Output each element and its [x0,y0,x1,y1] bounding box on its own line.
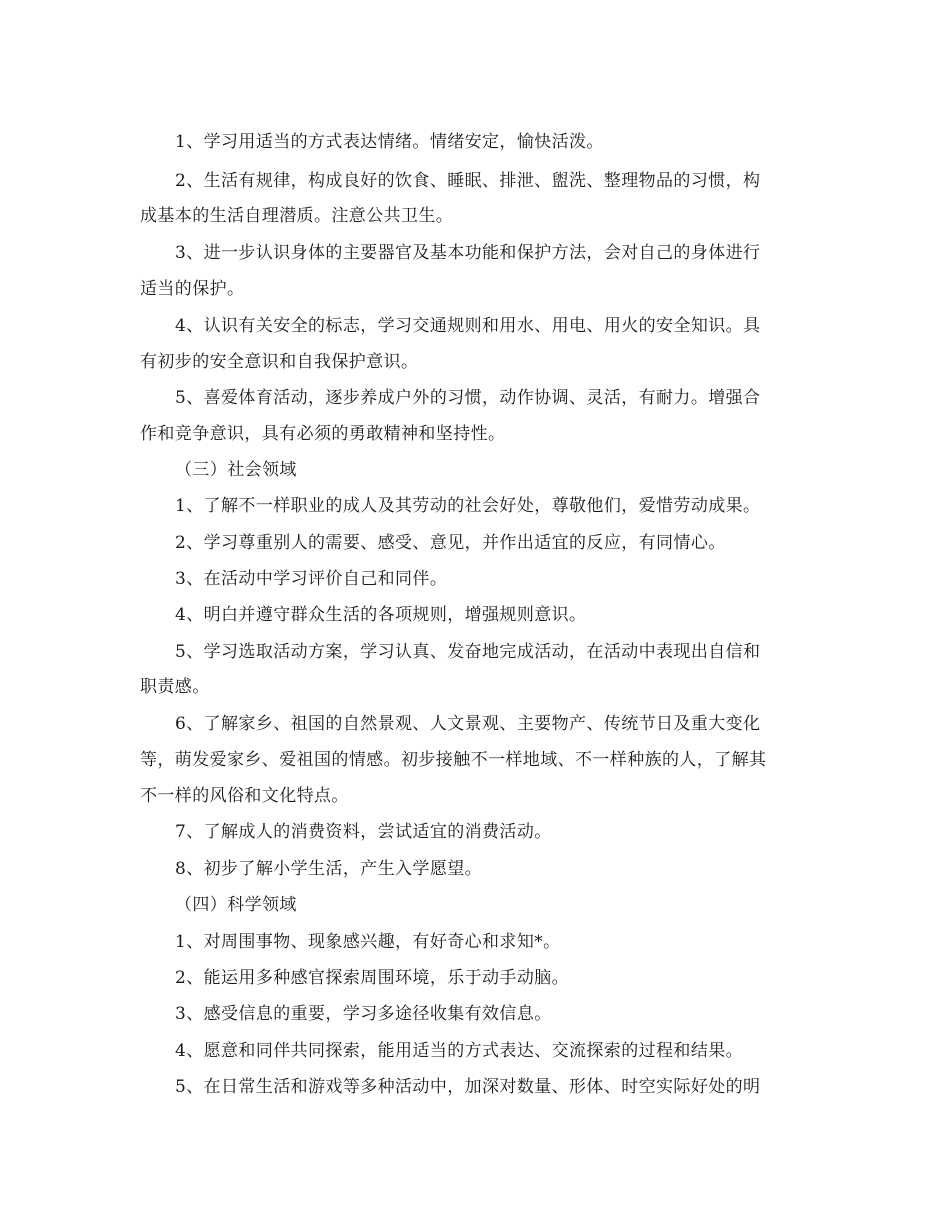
text-line: 3、进一步认识身体的主要器官及基本功能和保护方法，会对自己的身体进行 [175,243,761,263]
text-line: 5、在日常生活和游戏等多种活动中，加深对数量、形体、时空实际好处的明 [175,1077,761,1097]
text-line: 3、在活动中学习评价自己和同伴。 [175,569,448,589]
text-line: 3、感受信息的重要，学习多途径收集有效信息。 [175,1004,552,1024]
text-line: 2、学习尊重别人的需要、感受、意见，并作出适宜的反应，有同情心。 [175,533,726,553]
text-line: 不一样的风俗和文化特点。 [140,786,349,806]
text-line: 2、生活有规律，构成良好的饮食、睡眠、排泄、盥洗、整理物品的习惯，构 [175,171,761,191]
text-line: 1、对周围事物、现象感兴趣，有好奇心和求知*。 [175,932,561,952]
text-line: 职责感。 [140,677,210,697]
text-line: 成基本的生活自理潜质。注意公共卫生。 [140,206,454,226]
text-line: 8、初步了解小学生活，产生入学愿望。 [175,859,483,879]
section-heading: （三）社会领域 [175,460,297,480]
text-line: 6、了解家乡、祖国的自然景观、人文景观、主要物产、传统节日及重大变化 [175,714,761,734]
text-line: 等，萌发爱家乡、爱祖国的情感。初步接触不一样地域、不一样种族的人，了解其 [140,750,767,770]
text-line: 5、喜爱体育活动，逐步养成户外的习惯，动作协调、灵活，有耐力。增强合 [175,388,761,408]
text-line: 5、学习选取活动方案，学习认真、发奋地完成活动，在活动中表现出自信和 [175,642,761,662]
text-line: 适当的保护。 [140,279,245,299]
section-heading: （四）科学领域 [175,895,297,915]
text-line: 4、明白并遵守群众生活的各项规则，增强规则意识。 [175,605,587,625]
text-line: 2、能运用多种感官探索周围环境，乐于动手动脑。 [175,968,570,988]
text-line: 1、了解不一样职业的成人及其劳动的社会好处，尊敬他们，爱惜劳动成果。 [175,496,761,516]
text-line: 7、了解成人的消费资料，尝试适宜的消费活动。 [175,822,552,842]
text-line: 1、学习用适当的方式表达情绪。情绪安定，愉快活泼。 [175,132,604,152]
text-line: 4、愿意和同伴共同探索，能用适当的方式表达、交流探索的过程和结果。 [175,1041,744,1061]
text-line: 4、认识有关安全的标志，学习交通规则和用水、用电、用火的安全知识。具 [175,316,761,336]
text-line: 有初步的安全意识和自我保护意识。 [140,352,419,372]
text-line: 作和竞争意识，具有必须的勇敢精神和坚持性。 [140,424,506,444]
